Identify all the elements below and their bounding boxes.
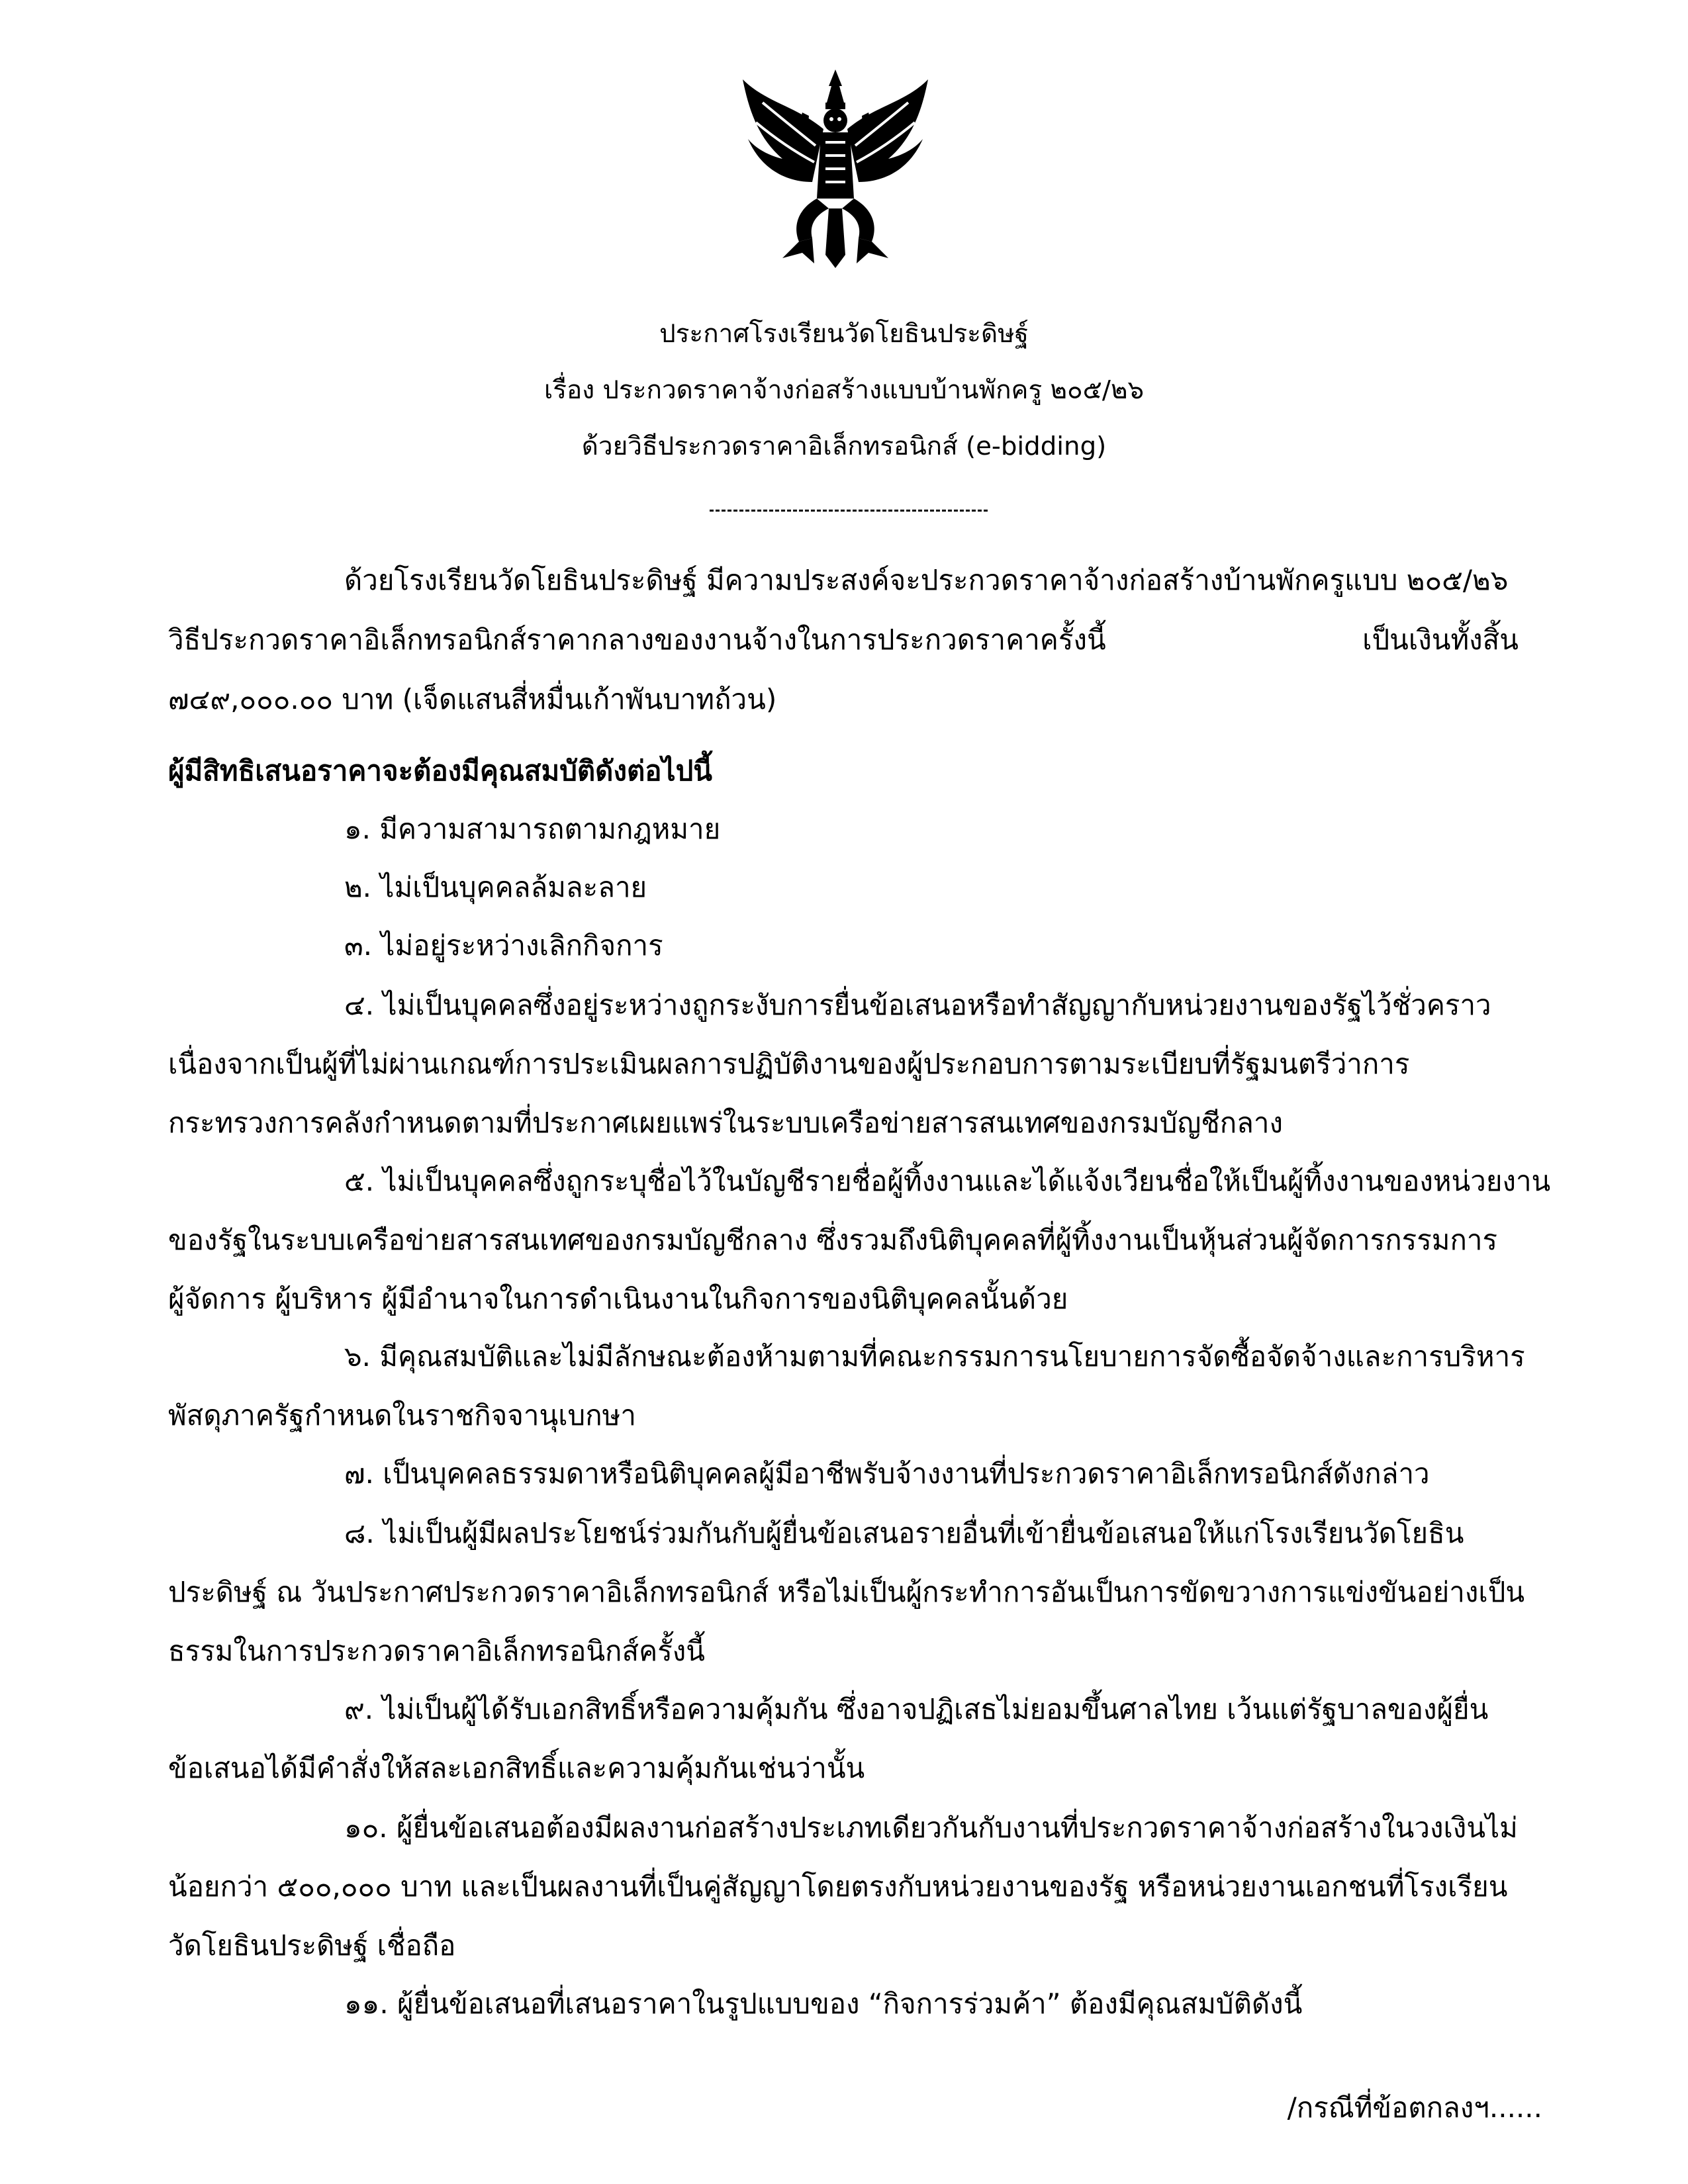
continuation-note: /กรณีที่ข้อตกลงฯ...... (1287, 2091, 1542, 2124)
announcement-subject: เรื่อง ประกวดราคาจ้างก่อสร้างแบบบ้านพักครู ๒๐๕/๒๖ (543, 375, 1145, 405)
item-1: ๑. มีความสามารถตามกฎหมาย (344, 813, 721, 845)
item-11: ๑๑. ผู้ยื่นข้อเสนอที่เสนอราคาในรูปแบบของ “กิจการร่วมค้า” ต้องมีคุณสมบัติดังนี้ (344, 1987, 1303, 2020)
item-4-line-3: กระทรวงการคลังกำหนดตามที่ประกาศเผยแพร่ในระบบเครือข่ายสารสนเทศของกรมบัญชีกลาง (168, 1107, 1283, 1139)
item-6-line-1: ๖. มีคุณสมบัติและไม่มีลักษณะต้องห้ามตามที่คณะกรรมการนโยบายการจัดซื้อจัดจ้างและการบริหาร (344, 1340, 1525, 1373)
item-4-line-2: เนื่องจากเป็นผู้ที่ไม่ผ่านเกณฑ์การประเมินผลการปฏิบัติงานของผู้ประกอบการตามระเบียบที่รัฐมนตรีว่าการ (168, 1048, 1410, 1080)
item-8-line-1: ๘. ไม่เป็นผู้มีผลประโยชน์ร่วมกันกับผู้ยื่นข้อเสนอรายอื่นที่เข้ายื่นข้อเสนอให้แก่โรงเรียนวัดโยธิน (344, 1517, 1464, 1549)
item-8-line-3: ธรรมในการประกวดราคาอิเล็กทรอนิกส์ครั้งนี้ (168, 1635, 705, 1667)
item-7: ๗. เป็นบุคคลธรรมดาหรือนิติบุคคลผู้มีอาชีพรับจ้างงานที่ประกวดราคาอิเล็กทรอนิกส์ดังกล่าว (344, 1457, 1430, 1490)
item-9-line-1: ๙. ไม่เป็นผู้ได้รับเอกสิทธิ์หรือความคุ้มกัน ซึ่งอาจปฏิเสธไม่ยอมขึ้นศาลไทย เว้นแต่รัฐบาลของผู้ยื่น (344, 1693, 1489, 1725)
item-10-line-1: ๑๐. ผู้ยื่นข้อเสนอต้องมีผลงานก่อสร้างประเภทเดียวกันกับงานที่ประกวดราคาจ้างก่อสร้างในวงเงินไม่ (344, 1811, 1518, 1844)
header-divider (710, 510, 988, 512)
announcement-method: ด้วยวิธีประกวดราคาอิเล็กทรอนิกส์ (e-bidding) (581, 432, 1107, 461)
item-3: ๓. ไม่อยู่ระหว่างเลิกกิจการ (344, 929, 663, 962)
item-5-line-3: ผู้จัดการ ผู้บริหาร ผู้มีอำนาจในการดำเนินงานในกิจการของนิติบุคคลนั้นด้วย (168, 1283, 1068, 1315)
item-10-line-2: น้อยกว่า ๕๐๐,๐๐๐ บาท และเป็นผลงานที่เป็นคู่สัญญาโดยตรงกับหน่วยงานของรัฐ หรือหน่วยงานเอกชนที่โรงเรียน (168, 1870, 1508, 1903)
item-6-line-2: พัสดุภาครัฐกำหนดในราชกิจจานุเบกษา (168, 1399, 636, 1432)
qualifications-heading: ผู้มีสิทธิเสนอราคาจะต้องมีคุณสมบัติดังต่อไปนี้ (168, 754, 712, 787)
announcement-title: ประกาศโรงเรียนวัดโยธินประดิษฐ์ (659, 319, 1029, 349)
item-4-line-1: ๔. ไม่เป็นบุคคลซึ่งอยู่ระหว่างถูกระงับการยื่นข้อเสนอหรือทำสัญญากับหน่วยงานของรัฐไว้ชั่วคราว (344, 989, 1491, 1021)
garuda-emblem-icon (736, 66, 935, 271)
item-5-line-1: ๕. ไม่เป็นบุคคลซึ่งถูกระบุชื่อไว้ในบัญชีรายชื่อผู้ทิ้งงานและได้แจ้งเวียนชื่อให้เป็นผู้ทิ้งงานของหน่วยงาน (344, 1165, 1551, 1197)
intro-line-1: ด้วยโรงเรียนวัดโยธินประดิษฐ์ มีความประสงค์จะประกวดราคาจ้างก่อสร้างบ้านพักครูแบบ ๒๐๕/๒๖ (344, 564, 1509, 596)
intro-line-2: วิธีประกวดราคาอิเล็กทรอนิกส์ราคากลางของงานจ้างในการประกวดราคาครั้งนี้ เป็นเงินทั้งสิ้น (168, 623, 1519, 656)
item-10-line-3: วัดโยธินประดิษฐ์ เชื่อถือ (168, 1929, 456, 1962)
item-9-line-2: ข้อเสนอได้มีคำสั่งให้สละเอกสิทธิ์และความคุ้มกันเช่นว่านั้น (168, 1752, 865, 1784)
item-2: ๒. ไม่เป็นบุคคลล้มละลาย (344, 871, 647, 903)
item-5-line-2: ของรัฐในระบบเครือข่ายสารสนเทศของกรมบัญชีกลาง ซึ่งรวมถึงนิติบุคคลที่ผู้ทิ้งงานเป็นหุ้นส่วนผู้จัดการกรรมการ (168, 1224, 1498, 1256)
item-8-line-2: ประดิษฐ์ ณ วันประกาศประกวดราคาอิเล็กทรอนิกส์ หรือไม่เป็นผู้กระทำการอันเป็นการขัดขวางการแข่งขันอย่างเป็น (168, 1576, 1525, 1608)
intro-line-3: ๗๔๙,๐๐๐.๐๐ บาท (เจ็ดแสนสี่หมื่นเก้าพันบาทถ้วน) (168, 683, 777, 715)
